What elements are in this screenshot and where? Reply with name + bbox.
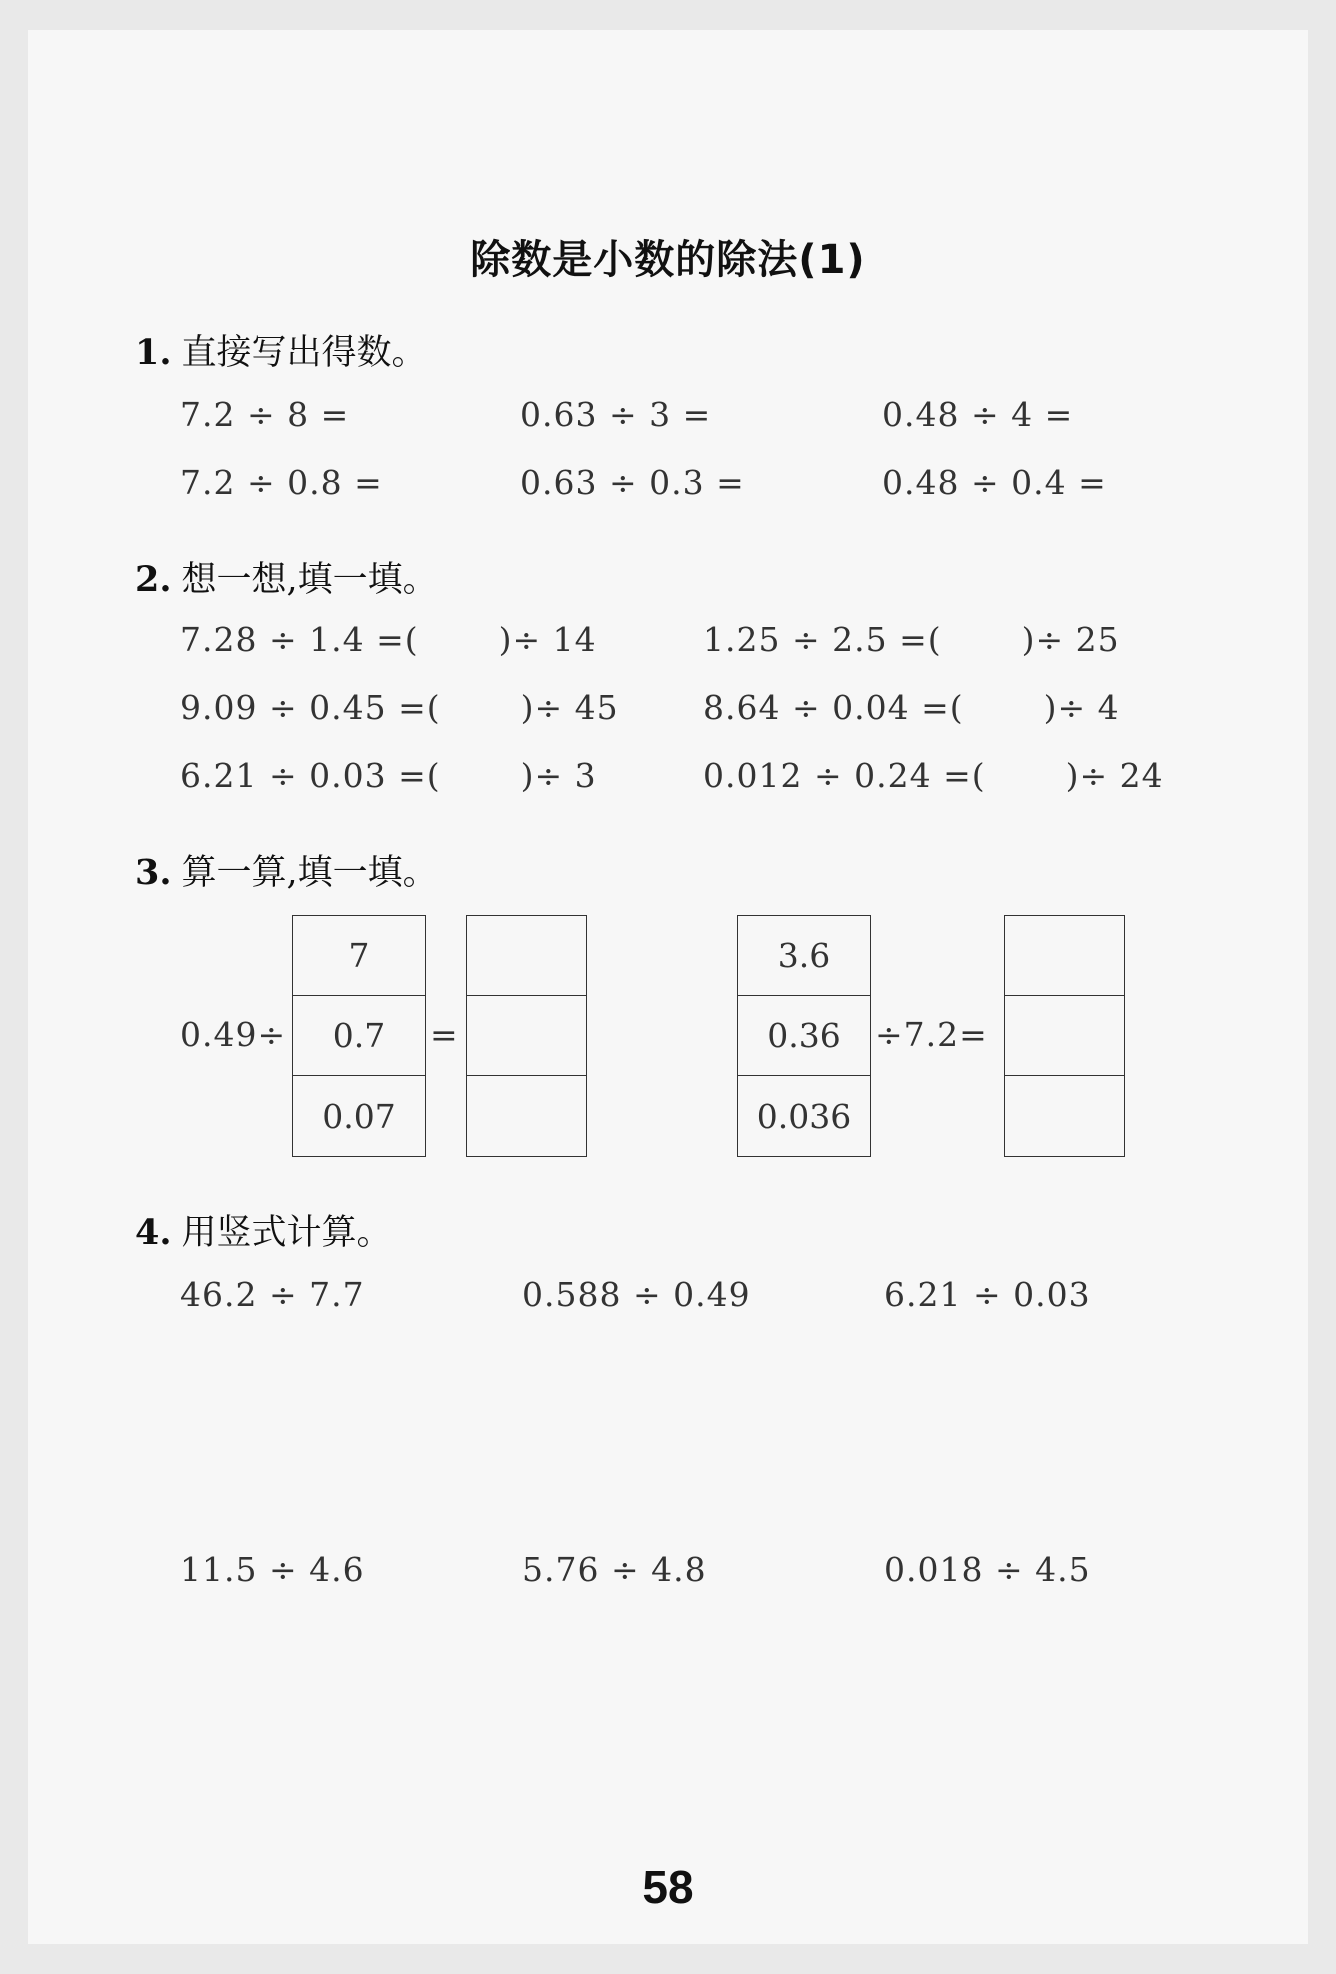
section-2-number: 2. [135, 559, 172, 600]
section-4-title: 用竖式计算。 [181, 1213, 392, 1253]
equation-right: )÷ 45 [520, 688, 619, 727]
vertical-calc-problem: 0.018 ÷ 4.5 [884, 1550, 1091, 1589]
s1-expression: 0.63 ÷ 3 = [520, 395, 712, 434]
vertical-calc-problem: 6.21 ÷ 0.03 [884, 1275, 1091, 1314]
equation-right: )÷ 14 [498, 620, 597, 659]
section-1-number: 1. [135, 332, 172, 373]
page-number: 58 [642, 1861, 694, 1913]
equation-left: 6.21 ÷ 0.03 =( [180, 756, 441, 795]
section-1-title: 直接写出得数。 [181, 333, 427, 373]
vertical-calc-problem: 46.2 ÷ 7.7 [180, 1275, 365, 1314]
table-cell: 0.07 [322, 1096, 396, 1136]
section-3-title: 算一算,填一填。 [181, 853, 438, 893]
fill-blank-equation [703, 688, 1120, 727]
equation-right: )÷ 3 [520, 756, 597, 795]
equation-right: )÷ 25 [1021, 620, 1120, 659]
table-cell: 7 [293, 916, 425, 996]
answer-cell[interactable] [1005, 996, 1124, 1076]
s1-expression: 0.63 ÷ 0.3 = [520, 463, 745, 502]
section-1-heading [135, 325, 427, 375]
table-suffix: ÷7.2= [875, 1015, 988, 1054]
section-4-number: 4. [135, 1212, 172, 1253]
table-cell: 0.7 [293, 996, 425, 1076]
equation-right: )÷ 4 [1043, 688, 1120, 727]
equation-left: 1.25 ÷ 2.5 =( [703, 620, 942, 659]
answer-table [466, 915, 587, 1157]
given-values-table [737, 915, 871, 1157]
table-cell: 0.036 [756, 1096, 852, 1136]
fill-blank-equation [180, 688, 619, 727]
fill-blank-equation [703, 620, 1120, 659]
table-suffix: = [430, 1015, 459, 1054]
table-cell: 3.6 [738, 916, 870, 996]
equation-left: 9.09 ÷ 0.45 =( [180, 688, 441, 727]
answer-cell[interactable] [467, 996, 586, 1076]
vertical-calc-problem: 11.5 ÷ 4.6 [180, 1550, 365, 1589]
section-3-number: 3. [135, 852, 172, 893]
s1-expression: 0.48 ÷ 4 = [882, 395, 1074, 434]
vertical-calc-problem: 0.588 ÷ 0.49 [522, 1275, 751, 1314]
fill-blank-equation [180, 620, 597, 659]
section-2-heading [135, 552, 438, 602]
answer-cell[interactable] [467, 916, 586, 996]
s1-expression: 7.2 ÷ 8 = [180, 395, 350, 434]
section-4-heading [135, 1205, 392, 1255]
equation-right: )÷ 24 [1065, 756, 1164, 795]
section-3-heading [135, 845, 438, 895]
answer-table [1004, 915, 1125, 1157]
answer-cell[interactable] [1005, 916, 1124, 996]
fill-blank-equation [703, 756, 1164, 795]
page-title: 除数是小数的除法(1) [470, 237, 866, 283]
fill-blank-equation [180, 756, 597, 795]
answer-cell[interactable] [467, 1076, 586, 1156]
s1-expression: 7.2 ÷ 0.8 = [180, 463, 383, 502]
table-prefix: 0.49÷ [180, 1015, 287, 1054]
vertical-calc-problem: 5.76 ÷ 4.8 [522, 1550, 707, 1589]
s1-expression: 0.48 ÷ 0.4 = [882, 463, 1107, 502]
section-2-title: 想一想,填一填。 [181, 560, 438, 600]
equation-left: 8.64 ÷ 0.04 =( [703, 688, 964, 727]
answer-cell[interactable] [1005, 1076, 1124, 1156]
equation-left: 0.012 ÷ 0.24 =( [703, 756, 986, 795]
given-values-table [292, 915, 426, 1157]
table-cell: 0.36 [738, 996, 870, 1076]
equation-left: 7.28 ÷ 1.4 =( [180, 620, 419, 659]
